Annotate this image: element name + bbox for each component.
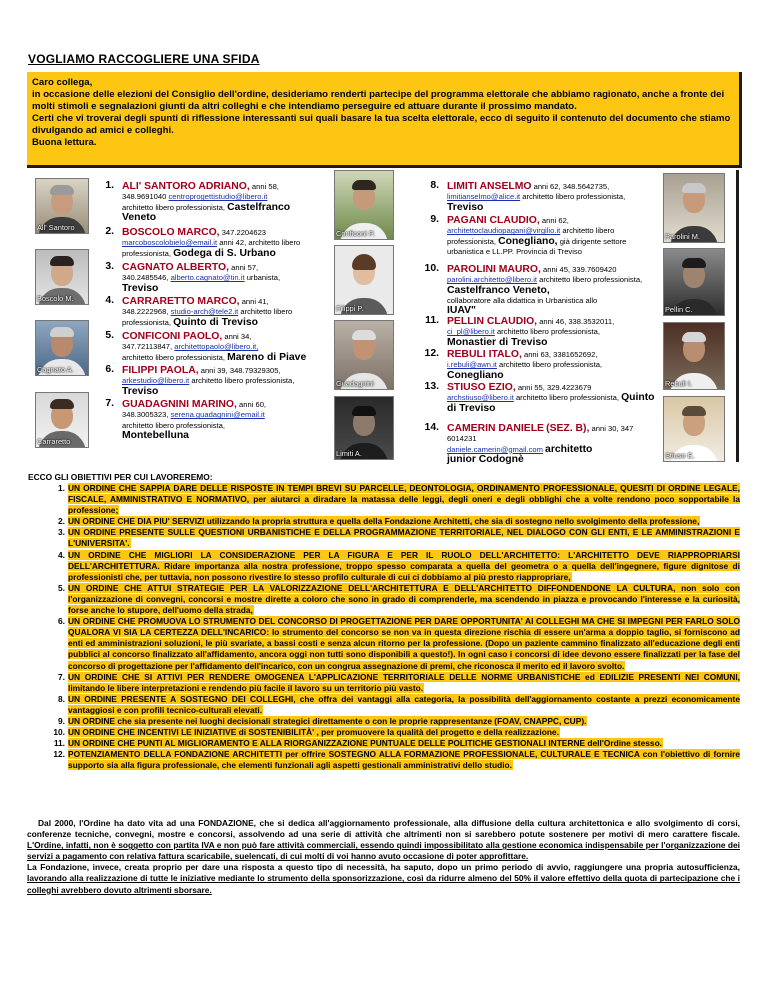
photo-caption: Carraretto (37, 437, 71, 446)
candidate-photo (334, 170, 394, 240)
goal-item: 1. UN ORDINE CHE SAPPIA DARE DELLE RISPOSTE IN TEMPI BREVI SU PARCELLE, DEONTOLOGIA, ORDINAMENTO PROFESSIONALE, QUESITI DI ORDINE LEGALE, FISCALE, AMMINISTRATIVO E NORMATIVO, per aiutarci a diradare la matassa delle leggi, degli oneri e degli obblighi che a volte rendono poco sopportabile la professione; (58, 483, 740, 516)
candidate-photo (35, 392, 89, 448)
candidate-entry: 11. PELLIN CLAUDIO, anni 46, 338.3532011, ci_pl@libero.it architetto libero professionista, Monastier di Treviso (425, 315, 615, 348)
candidate-entry: 6. FILIPPI PAOLA, anni 39, 348.79329305, arkestudio@libero.it architetto libero professionista, Treviso (105, 364, 295, 397)
goal-item: 12. POTENZIAMENTO DELLA FONDAZIONE ARCHITETTI per offrire SOSTEGNO ALLA FORMAZIONE PROFESSIONALE, CULTURALE E TECNICA con l'obiettivo di fornire supporto sia alla figura professionale, che elementi funzionali agli aspetti gestionali amministrativi dello studio. (53, 749, 740, 771)
candidate-photo (35, 178, 89, 234)
foundation-paragraph-1: Dal 2000, l'Ordine ha dato vita ad una FONDAZIONE, che si dedica all'aggiornamento professionale, alla diffusione della cultura architettonica e allo svolgimento di corsi, conferenze tecniche, convegni, mostre e concorsi, assolvendo ad una serie di attività che altrimenti non si sarebbero potute sostenere per motivi di mero carattere fiscale. L'Ordine, infatti, non è soggetto con partita IVA e non può fare attività commerciali, essendo quindi impossibilitato alla gestione economica indispensabile per l'organizzazione dei servizi a pagamento con relativa fattura scaricabile, suelencati, di cui molti di voi hanno avuto occasione di poter approfittare. (27, 818, 740, 862)
goal-item: 5. UN ORDINE CHE ATTUI STRATEGIE PER LA VALORIZZAZIONE DELL'ARCHITETTURA E DELL'ARCHITETTO DIFFONDENDONE LA CULTURA, non solo con l'organizzazione di convegni, concorsi e mostre dirette a coloro che sono in grado di comprenderle, ma scendendo in piazza e provocando l'interesse e la curiosità, forse anche lo stupore, dell'uomo della strada, (58, 582, 740, 616)
candidate-entry: 13. STIUSO EZIO, anni 55, 329.4223679 archstiuso@libero.it architetto libero professionista, Quinto di Treviso (424, 381, 655, 414)
candidate-email[interactable]: marcoboscolobielo@email.it (122, 238, 218, 248)
candidate-entry: 3. CAGNATO ALBERTO, anni 57, 340.2485546, alberto.cagnato@tin.it urbanista, Treviso (105, 261, 281, 294)
goal-item: 11. UN ORDINE CHE PUNTI AL MIGLIORAMENTO E ALLA RIORGANIZZAZIONE PUNTUALE DELLE POLITICHE GESTIONALI INTERNE dell'Ordine stesso. (53, 738, 663, 749)
photo-caption: Parolini M. (665, 232, 700, 241)
candidate-photo (663, 248, 725, 316)
candidate-photo (334, 320, 394, 390)
candidate-photo (663, 396, 725, 462)
intro-greeting: Caro collega, (32, 77, 93, 88)
candidate-email[interactable]: serena.guadagnini@email.it (170, 410, 265, 420)
candidate-photo (663, 173, 725, 243)
candidate-entry: 8. LIMITI ANSELMO anni 62, 348.5642735, limitianselmo@alice.it architetto libero professionista, Treviso (430, 180, 626, 213)
candidate-photo (35, 249, 89, 305)
photo-caption: Stiuso E. (665, 451, 695, 460)
photo-caption: Conficoni P. (336, 229, 375, 238)
candidate-email[interactable]: alberto.cagnato@tin.it (170, 273, 245, 283)
intro-paragraph-2: Certi che vi troverai degli spunti di riflessione interessanti sui quali basare la tua scelta elettorale, ecco di seguito il contenuto del documento che stiamo divulgando ad amici e colleghi. (32, 113, 731, 136)
candidate-email[interactable]: architettopaolo@libero.it, (174, 342, 259, 352)
photo-caption: Filippi P. (336, 304, 364, 313)
goal-item: 9. UN ORDINE che sia presente nei luoghi decisionali strategici direttamente o con le proprie rappresentanze (FOAV, CNAPPC, CUP). (58, 715, 587, 726)
candidate-photo (663, 322, 725, 390)
candidate-photo (334, 245, 394, 315)
goals-heading: ECCO GLI OBIETTIVI PER CUI LAVOREREMO: (28, 472, 213, 482)
candidate-entry: 7. GUADAGNINI MARINO, anni 60, 348.3005323, serena.guadagnini@email.it architetto libero professionista, Montebelluna (105, 398, 267, 441)
candidate-entry: 1. ALI' SANTORO ADRIANO, anni 58, 348.9691040 centroprogettistudio@libero.it architetto libero professionista, Castelfranco Veneto (105, 180, 291, 223)
foundation-paragraph-2: La Fondazione, invece, creata proprio per dare una risposta a questo tipo di necessità, ha saputo, dopo un primo periodo di avvio, raggiungere una propria autosufficienza, lavorando alla realizzazione di tutte le iniziative mediante lo strumento della sponsorizzazione, così da ridurre almeno del 50% il valore effettivo della quota di partecipazione che i colleghi avrebbero dovuto altrimenti sborsare. (27, 862, 740, 895)
foundation-text (27, 818, 740, 896)
candidate-email[interactable]: archstiuso@libero.it (447, 393, 514, 403)
photo-caption: Limiti A. (336, 449, 362, 458)
intro-closing: Buona lettura. (32, 137, 97, 148)
candidate-entry: 9. PAGANI CLAUDIO, anni 62, architettoclaudiopagani@virgilio.it architetto libero professionista, Conegliano, già dirigente settore urbanistica e LL.PP. Provincia di Treviso (430, 214, 627, 256)
candidate-entry: 2. BOSCOLO MARCO, 347.2204623 marcoboscolobielo@email.it anni 42, architetto libero professionista, Godega di S. Urbano (105, 226, 301, 259)
goal-item: 8. UN ORDINE PRESENTE A SOSTEGNO DEI COLLEGHI, che offra dei vantaggi alla categoria, la possibilità dell'aggiornamento costante a prezzi economicamente vantaggiosi e con profili tecnico-culturali elevati. (58, 693, 740, 715)
candidate-entry: 4. CARRARETTO MARCO, anni 41, 348.2222968, studio-arch@tele2.it architetto libero professionista, Quinto di Treviso (105, 295, 293, 328)
page-title: VOGLIAMO RACCOGLIERE UNA SFIDA (28, 52, 260, 66)
photo-caption: Pellin C. (665, 305, 693, 314)
goal-item: 3. UN ORDINE PRESENTE SULLE QUESTIONI URBANISTICHE E DELLA PROGRAMMAZIONE TERRITORIALE, NEL DIALOGO CON GLI ENTI, E LE AMMINISTRAZIONI E L'UNIVERSITA'. (58, 527, 740, 549)
goal-item: 2. UN ORDINE CHE DIA PIU' SERVIZI utilizzando la propria struttura e quella della Fondazione Architetti, che sia di sostegno nello svolgimento della professione, (58, 516, 700, 527)
goal-item: 4. UN ORDINE CHE MIGLIORI LA CONSIDERAZIONE PER LA FIGURA E PER IL RUOLO DELL'ARCHITETTO: L'ARCHITETTO DEVE RIAPPROPRIARSI DELL'ARCHITETTURA. Ridare importanza alla nostra professione, troppo spesso comparata a quella del geometra o a quella dell'ingegnere, figure dignitose di professionisti che, per tuttavia, non possono rivestire lo stesso profilo culturale di cui ci dobbiamo al più presto riappropriare, (58, 549, 740, 582)
candidate-photo (334, 396, 394, 460)
candidate-email[interactable]: i.rebuli@awn.it (447, 360, 497, 370)
candidate-email[interactable]: studio-arch@tele2.it (170, 307, 239, 317)
photo-caption: Cagnato A. (37, 365, 74, 374)
candidate-entry: 10. PAROLINI MAURO, anni 45, 339.7609420 parolini.architetto@libero.it architetto libero professionista, Castelfranco Veneto, collaboratore alla didattica in Urbanistica allo IUAV" (424, 263, 643, 317)
goal-item: 7. UN ORDINE CHE SI ATTIVI PER RENDERE OMOGENEA L'APPLICAZIONE TERRITORIALE DELLE NORME URBANISTICHE ed EDILIZIE PRESENTI NEI COMUNI, limitando le libere interpretazioni e rendendo più facile il lavoro su un territorio più vasto. (58, 671, 740, 693)
candidate-email[interactable]: architettoclaudiopagani@virgilio.it (447, 226, 561, 236)
photo-caption: All' Santoro (37, 223, 75, 232)
photo-caption: Guadagnini (336, 379, 374, 388)
photo-caption: Rebuli I. (665, 379, 693, 388)
candidate-photo (35, 320, 89, 376)
candidate-email[interactable]: daniele.camerin@gmail.com (447, 444, 543, 454)
intro-box (27, 72, 742, 168)
candidate-entry: 5. CONFICONI PAOLO, anni 34, 347.72113847, architettopaolo@libero.it, architetto libero professionista, Mareno di Piave (105, 330, 307, 363)
intro-paragraph-1: in occasione delle elezioni del Consiglio dell'ordine, desideriamo renderti partecipe del programma elettorale che abbiamo ragionato, anche a fronte dei molti stimoli e segnalazioni giunti da altri colleghi e che intendiamo perseguire ed attuare durante il prossimo mandato. (32, 89, 725, 112)
goal-item: 10. UN ORDINE CHE INCENTIVI LE INIZIATIVE di SOSTENIBILITÀ' , per promuovere la qualità del progetto e della realizzazione. (53, 727, 559, 738)
candidate-entry: 12. REBULI ITALO, anni 63, 3381652692, i.rebuli@awn.it architetto libero professionista, Conegliano (424, 348, 603, 381)
candidate-email[interactable]: parolini.architetto@libero.it (447, 275, 538, 285)
candidates-section (27, 170, 739, 465)
goal-item: 6. UN ORDINE CHE PROMUOVA LO STRUMENTO DEL CONCORSO DI PROGETTAZIONE PER DARE OPPORTUNITA' AI COLLEGHI MA CHE SI IMPEGNI PER FARLO SOLO QUALORA VI SIA LA CERTEZZA DELL'INCARICO: lo strumento del concorso se non va in questa direzione rischia di essere un'arma a doppio taglio, si forniscono ad enti ed amministrazioni soluzioni, le più svariate, a bassi costi e senza alcun ritorno per la professione. (Dopo un paziente cammino finalizzato all'educazione degli enti pubblici al concorso finalizzato all'affidamento, ancora oggi non tutti sono disponibili a questo!). In ogni caso i concorsi di idee devono essere finalizzati per la fase del concorso di progettazione per l'affidamento dell'incarico, con un congrua assegnazione di premi, che riconosca il merito ed il lavoro svolto. (58, 616, 740, 671)
candidate-email[interactable]: limitianselmo@alice.it (447, 192, 521, 202)
candidate-email[interactable]: arkestudio@libero.it (122, 376, 190, 386)
candidate-entry: 14. CAMERIN DANIELE (SEZ. B), anni 30, 347 6014231 daniele.camerin@gmail.com architetto junior Codognè (424, 422, 634, 465)
candidate-email[interactable]: centroprogettistudio@libero.it (168, 192, 268, 202)
candidate-email[interactable]: ci_pl@libero.it (447, 327, 495, 337)
goals-list (27, 483, 740, 771)
photo-caption: Boscolo M. (37, 294, 74, 303)
